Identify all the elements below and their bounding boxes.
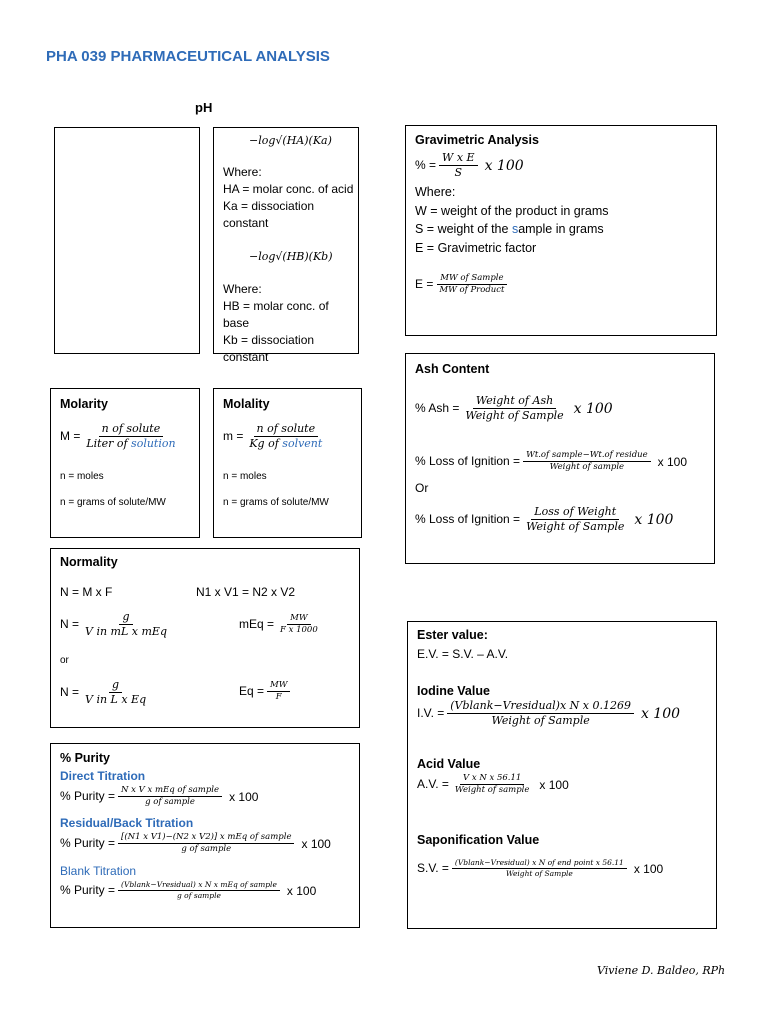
ash-percent-numerator: Weight of Ash: [473, 395, 556, 409]
iodine-value-x100: x 100: [640, 705, 681, 722]
gravimetric-e-fraction: [436, 274, 507, 296]
ash-loi-residue-numerator: Wt.of sample−Wt.of residue: [523, 451, 651, 462]
normality-eq-lhs: Eq =: [239, 684, 265, 699]
molarity-denominator-prefix: Liter of: [86, 437, 132, 451]
purity-direct-denominator: g of sample: [145, 797, 195, 808]
purity-blank-numerator: (Vblank−Vresidual) x N x mEq of sample: [118, 881, 280, 891]
purity-direct-fraction: [118, 786, 222, 808]
acid-value-fraction: [452, 774, 532, 796]
normality-meq-fraction: [277, 614, 321, 636]
values-box: [407, 621, 717, 929]
purity-direct-x100: x 100: [229, 789, 259, 804]
iodine-value-title: Iodine Value: [417, 684, 490, 698]
purity-box: [50, 743, 360, 928]
normality-meq-denominator: F x 1000: [280, 625, 318, 636]
gravimetric-fraction: [439, 152, 478, 179]
normality-n-l-denominator: V in L x Eq: [85, 693, 147, 707]
molality-lhs: m =: [223, 429, 244, 444]
gravimetric-e-definition: E = Gravimetric factor: [415, 240, 537, 255]
ph-ha-definition: HA = molar conc. of acid: [223, 182, 354, 196]
purity-residual-numerator: [(N1 x V1)−(N2 x V2)] x mEq of sample: [118, 833, 294, 844]
ash-percent-x100: x 100: [573, 400, 613, 417]
ph-base-formula: −log√(HB)(Kb): [249, 250, 333, 263]
ph-ka-definition: Ka = dissociation constant: [223, 199, 315, 230]
gravimetric-where: Where:: [415, 185, 456, 199]
normality-n-ml-numerator: g: [119, 611, 132, 625]
molarity-box: [50, 388, 200, 538]
acid-value-lhs: A.V. =: [417, 777, 449, 792]
ash-loi-weight-x100: x 100: [634, 511, 674, 528]
ph-kb-definition: Kb = dissociation constant: [223, 333, 315, 364]
molarity-denominator-word: solution: [131, 437, 176, 451]
ash-content-box: [405, 353, 715, 564]
iodine-value-fraction: [447, 700, 634, 727]
normality-eq-fraction: [267, 681, 290, 703]
normality-n2-lhs: N =: [60, 685, 80, 700]
iodine-value-lhs: I.V. =: [417, 706, 445, 721]
page-title: PHA 039 PHARMACEUTICAL ANALYSIS: [46, 48, 330, 65]
normality-eq-numerator: MW: [267, 681, 290, 692]
normality-eq-denominator: F: [275, 692, 282, 703]
ph-acid-formula: −log√(HA)(Ka): [249, 134, 332, 147]
normality-meq-lhs: mEq =: [239, 617, 275, 632]
iodine-value-numerator: (Vblank−Vresidual)x N x 0.1269: [447, 700, 634, 714]
ash-loi-lhs: % Loss of Ignition =: [415, 454, 521, 469]
purity-blank-lhs: % Purity =: [60, 883, 116, 898]
ash-percent-lhs: % Ash =: [415, 401, 460, 416]
normality-or: or: [60, 655, 69, 666]
molality-denominator-prefix: Kg of: [249, 437, 283, 451]
molarity-numerator: n of solute: [99, 423, 164, 437]
molality-numerator: n of solute: [254, 423, 319, 437]
normality-n-l-numerator: g: [109, 679, 122, 693]
purity-blank-x100: x 100: [286, 883, 317, 898]
purity-direct-numerator: N x V x mEq of sample: [118, 786, 222, 797]
normality-n1v1: N1 x V1 = N2 x V2: [196, 585, 296, 599]
saponification-value-numerator: (Vblank−Vresidual) x N of end point x 56.11: [452, 859, 627, 869]
molarity-note-moles: n = moles: [60, 471, 104, 482]
ester-value-title: Ester value:: [417, 628, 488, 642]
iodine-value-denominator: Weight of Sample: [491, 714, 590, 728]
purity-blank-denominator: g of sample: [177, 891, 221, 901]
purity-residual-heading: Residual/Back Titration: [60, 816, 194, 830]
ash-loi-residue-fraction: [523, 451, 651, 473]
author-signature: Viviene D. Baldeo, RPh: [597, 964, 726, 977]
normality-meq-numerator: MW: [287, 614, 310, 625]
gravimetric-box: [405, 125, 717, 336]
saponification-value-fraction: [452, 859, 627, 879]
molality-fraction: [246, 423, 325, 450]
ash-loi-weight-denominator: Weight of Sample: [526, 520, 625, 534]
normality-n-lhs: N =: [60, 617, 80, 632]
purity-blank-heading: Blank Titration: [60, 864, 137, 878]
ph-formula-box: [213, 127, 359, 364]
acid-value-denominator: Weight of sample: [454, 785, 530, 796]
purity-residual-x100: x 100: [301, 836, 331, 851]
normality-title: Normality: [60, 555, 118, 569]
ash-percent-denominator: Weight of Sample: [465, 409, 564, 423]
gravimetric-w-definition: W = weight of the product in grams: [415, 203, 609, 218]
gravimetric-denominator: S: [454, 166, 463, 180]
normality-n-ml-fraction: [82, 611, 170, 638]
normality-n-ml-denominator: V in mL x mEq: [85, 625, 167, 639]
saponification-value-denominator: Weight of Sample: [505, 869, 573, 879]
ester-value-formula: E.V. = S.V. – A.V.: [417, 647, 509, 661]
ph-where-base: Where:: [223, 282, 262, 296]
purity-residual-denominator: g of sample: [181, 844, 232, 855]
molality-note-moles: n = moles: [223, 471, 267, 482]
normality-n-l-fraction: [82, 679, 149, 706]
gravimetric-numerator: W x E: [439, 152, 478, 166]
ph-hb-definition: HB = molar conc. of base: [223, 299, 329, 330]
purity-direct-lhs: % Purity =: [60, 789, 116, 804]
ash-or: Or: [415, 481, 429, 495]
molarity-title: Molarity: [60, 397, 108, 411]
purity-residual-lhs: % Purity =: [60, 836, 116, 851]
gravimetric-s-definition: S = weight of the sample in grams: [415, 222, 604, 236]
molality-note-grams: n = grams of solute/MW: [223, 497, 329, 508]
ash-percent-fraction: [462, 395, 566, 422]
molarity-note-grams: n = grams of solute/MW: [60, 497, 166, 508]
ash-loi2-lhs: % Loss of Ignition =: [415, 512, 521, 527]
gravimetric-e-denominator: MW of Product: [439, 285, 505, 296]
molality-title: Molality: [223, 397, 270, 411]
normality-box: [50, 548, 360, 728]
saponification-value-x100: x 100: [633, 861, 664, 876]
ash-loi-residue-x100: x 100: [657, 454, 687, 469]
ph-empty-box: [54, 127, 200, 354]
saponification-value-title: Saponification Value: [417, 833, 540, 847]
ph-where-acid: Where:: [223, 165, 262, 179]
molality-box: [213, 388, 362, 538]
purity-title: % Purity: [60, 751, 111, 765]
molality-denominator-word: solvent: [282, 437, 323, 451]
acid-value-x100: x 100: [539, 777, 569, 792]
normality-nmf: N = M x F: [60, 585, 113, 599]
gravimetric-e-numerator: MW of Sample: [437, 274, 506, 285]
ash-content-title: Ash Content: [415, 362, 490, 376]
purity-blank-fraction: [118, 881, 280, 901]
molarity-fraction: [83, 423, 178, 450]
acid-value-numerator: V x N x 56.11: [460, 774, 524, 785]
acid-value-title: Acid Value: [417, 757, 481, 771]
ash-loi-weight-fraction: [523, 506, 627, 533]
molarity-lhs: M =: [60, 429, 81, 444]
gravimetric-e-lhs: E =: [415, 277, 434, 292]
ash-loi-weight-numerator: Loss of Weight: [531, 506, 619, 520]
gravimetric-lhs: % =: [415, 158, 437, 173]
saponification-value-lhs: S.V. =: [417, 861, 449, 876]
ph-heading: pH: [195, 100, 213, 115]
purity-residual-fraction: [118, 833, 294, 855]
ash-loi-residue-denominator: Weight of sample: [549, 462, 625, 473]
gravimetric-x100: x 100: [484, 157, 524, 174]
gravimetric-title: Gravimetric Analysis: [415, 133, 539, 147]
purity-direct-heading: Direct Titration: [60, 769, 146, 783]
